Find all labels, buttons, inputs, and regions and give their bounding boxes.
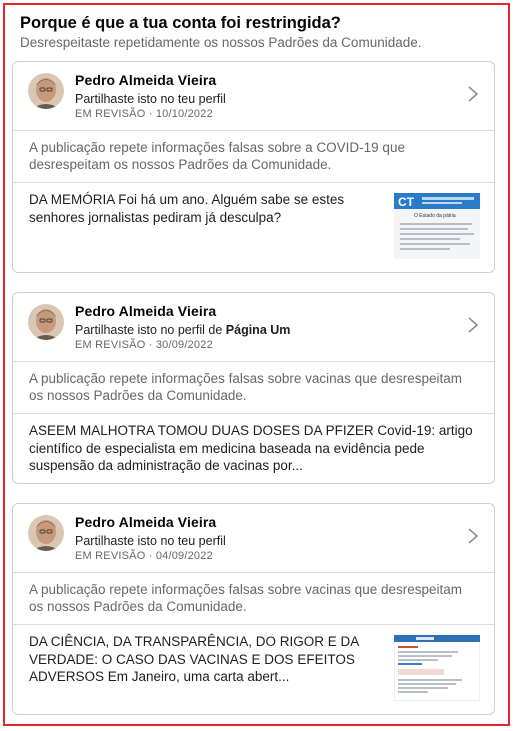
post-thumbnail [394,193,480,259]
page-title: Porque é que a tua conta foi restringida? [20,14,341,32]
header [20,13,498,52]
chevron-right-icon[interactable] [466,315,480,335]
post-preview[interactable] [13,414,494,483]
author-name[interactable]: Pedro Almeida Vieira [75,514,217,530]
thumbnail-heading: O Estado da pátria [414,213,456,219]
post-thumbnail [394,635,480,701]
post-preview[interactable] [13,625,494,694]
avatar [28,73,64,109]
author-name[interactable]: Pedro Almeida Vieira [75,303,217,319]
share-context-text: Partilhaste isto no teu perfil [75,534,226,548]
author-name[interactable]: Pedro Almeida Vieira [75,72,217,88]
chevron-right-icon[interactable] [466,526,480,546]
violation-reason: A publicação repete informações falsas sobre vacinas que desrespeitam os nossos Padrões da Comunidade. [13,573,494,625]
violation-reason: A publicação repete informações falsas sobre vacinas que desrespeitam os nossos Padrões da Comunidade. [13,362,494,414]
review-status: EM REVISÃO · 10/10/2022 [75,108,213,120]
post-author-row[interactable] [13,62,494,131]
shared-page-name[interactable]: Página Um [225,323,291,337]
post-author-row[interactable] [13,293,494,362]
violation-reason: A publicação repete informações falsas sobre a COVID-19 que desrespeitam os nossos Padrões da Comunidade. [13,131,494,183]
share-context [75,323,290,337]
chevron-right-icon[interactable] [466,84,480,104]
post-text: DA CIÊNCIA, DA TRANSPARÊNCIA, DO RIGOR E DA VERDADE: O CASO DAS VACINAS E DOS EFEITOS ADVERSOS Em Janeiro, uma carta abert... [29,634,359,684]
thumbnail-logo: CT [398,195,414,209]
violation-card [12,292,495,484]
page-subtitle: Desrespeitaste repetidamente os nossos Padrões da Comunidade. [20,35,422,50]
share-context-text: Partilhaste isto no perfil de [75,323,226,337]
post-author-row[interactable] [13,504,494,573]
post-preview[interactable] [13,183,494,234]
violation-card [12,503,495,715]
violation-card [12,61,495,273]
review-status: EM REVISÃO · 04/09/2022 [75,550,213,562]
share-context [75,92,226,106]
share-context-text: Partilhaste isto no teu perfil [75,92,226,106]
post-text: DA MEMÓRIA Foi há um ano. Alguém sabe se estes senhores jornalistas pediram já desculpa? [29,192,345,225]
avatar [28,304,64,340]
post-text: ASEEM MALHOTRA TOMOU DUAS DOSES DA PFIZER Covid-19: artigo científico de especialista em medicina baseada na evidência pede suspensão da administração de vacinas por... [29,423,473,473]
avatar [28,515,64,551]
review-status: EM REVISÃO · 30/09/2022 [75,339,213,351]
share-context [75,534,226,548]
